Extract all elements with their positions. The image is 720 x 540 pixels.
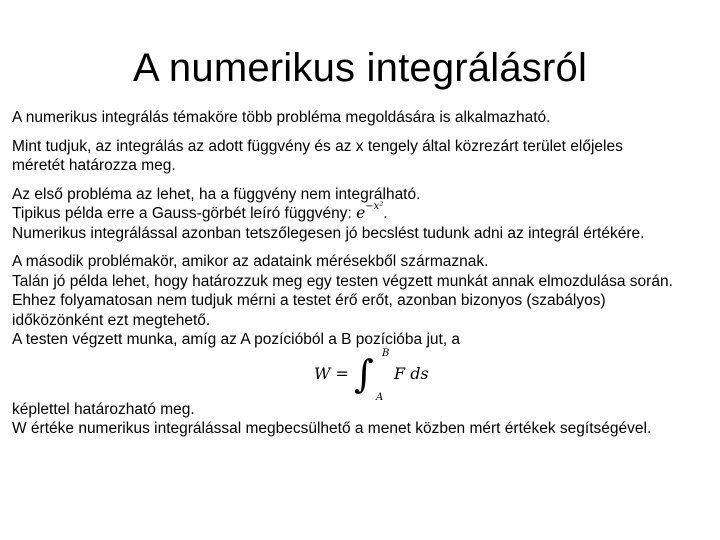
- text-line: A numerikus integrálás témaköre több probléma megoldására is alkalmazható.: [12, 109, 551, 126]
- text-line: W értéke numerikus integrálással megbecsülhető a menet közben mért értékek segítségével.: [12, 420, 652, 437]
- integral-upper-limit: B: [382, 347, 390, 359]
- paragraph-gap: [12, 128, 712, 137]
- formula-lhs: W =: [314, 363, 349, 383]
- paragraph-gap: [12, 243, 712, 252]
- text-line: Talán jó példa lehet, hogy határozzuk meg egy testen végzett munkát annak elmozdulása során.: [12, 272, 673, 290]
- integral-sign: ∫: [354, 351, 374, 396]
- text-line: Az első probléma az lehet, ha a függvény nem integrálható.: [12, 185, 421, 203]
- work-integral-formula: [312, 347, 452, 403]
- text-line: képlettel határozható meg.: [12, 400, 195, 418]
- text-line: A második problémakör, amikor az adataink mérésekből származnak.: [12, 253, 489, 270]
- paragraph-gap: [12, 176, 712, 185]
- gauss-formula: [356, 200, 384, 224]
- text-line: Numerikus integrálással azonban tetszőlegesen jó becslést tudunk adni az integrál értékére.: [12, 224, 645, 242]
- text-line-gauss: [12, 200, 712, 224]
- formula-row: [12, 347, 712, 403]
- gauss-prefix: Tipikus példa erre a Gauss-görbét leíró függvény:: [12, 205, 357, 222]
- integral-lower-limit: A: [376, 391, 384, 403]
- text-line: időközönként ezt megtehető.: [12, 311, 211, 329]
- gauss-suffix: .: [383, 205, 388, 222]
- text-line: Mint tudjuk, az integrálás az adott függvény és az x tengely által közrezárt terület előjeles: [12, 137, 623, 155]
- text-line: Ehhez folyamatosan nem tudjuk mérni a testet érő erőt, azonban bizonyos (szabályos): [12, 292, 606, 309]
- text-line: méretét határozza meg.: [12, 157, 176, 174]
- text-line: A testen végzett munka, amíg az A pozícióból a B pozícióba jut, a: [12, 331, 461, 348]
- formula-integrand: F ds: [394, 363, 429, 383]
- gauss-base: e: [356, 204, 366, 222]
- gauss-exponent: −x²: [365, 200, 384, 212]
- slide-body: [12, 108, 712, 439]
- slide-title: A numerikus integrálásról: [132, 46, 588, 90]
